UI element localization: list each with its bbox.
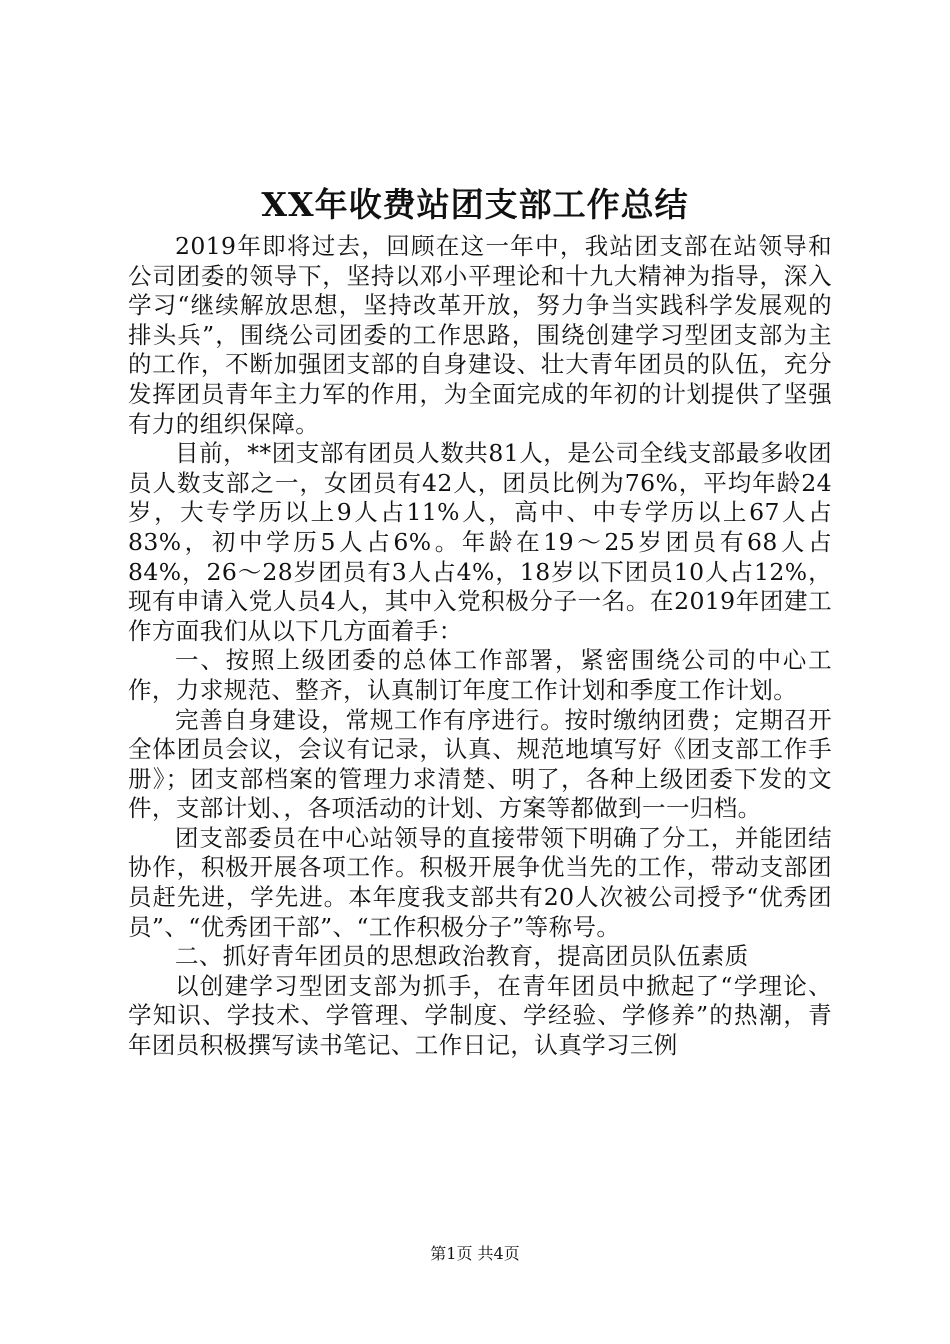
paragraph-section-two-heading: 二、抓好青年团员的思想政治教育，提高团员队伍素质 — [175, 942, 749, 971]
document-body — [128, 232, 832, 1061]
paragraph-section-one: 一、按照上级团委的总体工作部署，紧密围绕公司的中心工作，力求规范、整齐，认真制订年度工作计划和季度工作计划。 — [128, 646, 832, 704]
page-footer: 第1页 共4页 — [430, 1244, 520, 1263]
paragraph-self-building: 完善自身建设，常规工作有序进行。按时缴纳团费；定期召开全体团员会议，会议有记录，认真、规范地填写好《团支部工作手册》；团支部档案的管理力求清楚、明了，各种上级团委下发的文件，支部计划、，各项活动的计划、方案等都做到一一归档。 — [128, 705, 832, 823]
document-title: XX年收费站团支部工作总结 — [261, 185, 689, 224]
paragraph-committee: 团支部委员在中心站领导的直接带领下明确了分工，并能团结协作，积极开展各项工作。积极开展争优当先的工作，带动支部团员赶先进，学先进。本年度我支部共有20人次被公司授予“优秀团员”、“优秀团干部”、“工作积极分子”等称号。 — [128, 823, 832, 941]
paragraph-intro: 2019年即将过去，回顾在这一年中，我站团支部在站领导和公司团委的领导下，坚持以邓小平理论和十九大精神为指导，深入学习“继续解放思想，坚持改革开放，努力争当实践科学发展观的排头兵”，围绕公司团委的工作思路，围绕创建学习型团支部为主的工作，不断加强团支部的自身建设、壮大青年团员的队伍，充分发挥团员青年主力军的作用，为全面完成的年初的计划提供了坚强有力的组织保障。 — [128, 232, 832, 438]
paragraph-learning: 以创建学习型团支部为抓手，在青年团员中掀起了“学理论、学知识、学技术、学管理、学制度、学经验、学修养”的热潮，青年团员积极撰写读书笔记、工作日记，认真学习三例 — [128, 971, 832, 1060]
paragraph-membership-stats: 目前，**团支部有团员人数共81人，是公司全线支部最多收团员人数支部之一，女团员有42人，团员比例为76%，平均年龄24岁，大专学历以上9人占11%人，高中、中专学历以上67人占83%，初中学历5人占6%。年龄在19～25岁团员有68人占84%，26～28岁团员有3人占4%，18岁以下团员10人占12%，现有申请入党人员4人，其中入党积极分子一名。在2019年团建工作方面我们从以下几方面着手： — [128, 439, 832, 645]
